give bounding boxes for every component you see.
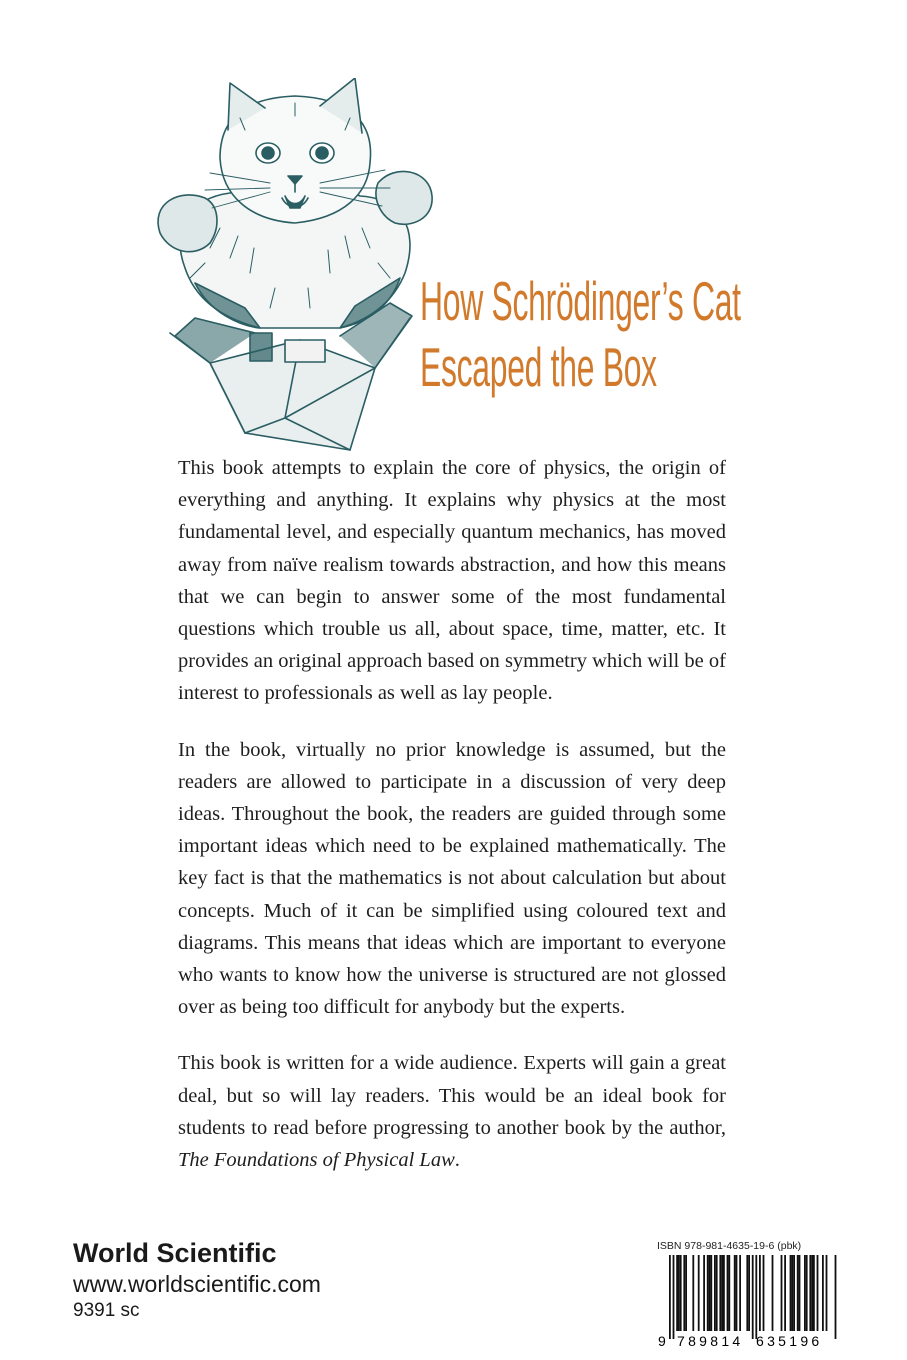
barcode-bar [736, 1255, 738, 1331]
blurb-paragraph-2: In the book, virtually no prior knowledge is assumed, but the readers are allowed to participate in a discussion of very deep ideas. Throughout the book, the readers are guided through some important ideas which need to be explained mathematically. The key fact is that the mathematics is not about calculation but about concepts. Much of it can be simplified using coloured text and diagrams. This means that ideas which are important to everyone who wants to know how the universe is structured are not glossed over as being too difficult for anybody but the experts. [178, 738, 726, 1019]
isbn-block [657, 1240, 837, 1350]
barcode-bar [752, 1255, 754, 1339]
barcode-digit-group-1: 789814 [677, 1333, 744, 1349]
barcode-bar [714, 1255, 716, 1331]
barcode-bar [734, 1255, 736, 1331]
barcode-bar [719, 1255, 721, 1331]
barcode-bar [806, 1255, 808, 1331]
blurb-paragraph-1: This book attempts to explain the core of physics, the origin of everything and anything. It explains why physics at the most fundamental level, and especially quantum mechanics, has moved away from naïve realism towards abstraction, and how this means that we can begin to answer some of the most fundamental questions which trouble us all, about space, time, matter, etc. It provides an original approach based on symmetry which will be of interest to professionals as well as lay people. [178, 457, 726, 705]
barcode-bar [739, 1255, 741, 1331]
barcode-bar [727, 1255, 729, 1331]
barcode-bar [746, 1255, 748, 1331]
blurb-paragraph-3-text: This book is written for a wide audience. Experts will gain a great deal, but so will lay readers. This would be an ideal book for students to read before progressing to another book by the author, [178, 1052, 726, 1139]
publisher-name: World Scientific [73, 1238, 277, 1268]
barcode-bar [813, 1255, 815, 1331]
barcode-bar [728, 1255, 730, 1331]
barcode-bar [673, 1255, 675, 1339]
isbn-barcode [657, 1255, 837, 1350]
title-line-2: Escaped the Box [420, 336, 657, 398]
barcode-bar [811, 1255, 813, 1331]
barcode-bar [822, 1255, 824, 1331]
publisher-code: 9391 sc [73, 1300, 140, 1321]
barcode-bar [723, 1255, 725, 1331]
barcode-bar [793, 1255, 795, 1331]
barcode-bar [676, 1255, 678, 1331]
barcode-digit-group-2: 635196 [756, 1333, 823, 1349]
barcode-bar [781, 1255, 783, 1331]
barcode-bar [799, 1255, 801, 1331]
barcode-bar [817, 1255, 819, 1331]
publisher-block [73, 1236, 321, 1324]
book-title [420, 268, 741, 400]
barcode-bar [683, 1255, 685, 1331]
barcode-bar [703, 1255, 705, 1331]
barcode-bar [721, 1255, 723, 1331]
title-line-1: How Schrödinger’s Cat [420, 270, 741, 332]
barcode-bar [669, 1255, 671, 1339]
barcode-bar [804, 1255, 806, 1331]
barcode-bar [790, 1255, 792, 1331]
barcode-bar [709, 1255, 711, 1331]
barcode-bar [763, 1255, 765, 1331]
barcode-bar [692, 1255, 694, 1331]
barcode-bar [784, 1255, 786, 1331]
barcode-bar [755, 1255, 757, 1339]
barcode-bar [716, 1255, 718, 1331]
blurb-paragraph-3-end: . [454, 1149, 460, 1172]
publisher-url: www.worldscientific.com [73, 1271, 321, 1297]
isbn-label: ISBN 978-981-4635-19-6 (pbk) [657, 1240, 802, 1252]
barcode-bar [748, 1255, 750, 1331]
blurb-paragraph-3 [178, 1047, 726, 1176]
barcode-bar [680, 1255, 682, 1331]
back-cover-blurb [178, 452, 726, 1200]
barcode-bar [678, 1255, 680, 1331]
barcode-bar [710, 1255, 712, 1331]
barcode-bar [835, 1255, 837, 1339]
barcode-bar [707, 1255, 709, 1331]
referenced-book-title: The Foundations of Physical Law [178, 1149, 455, 1172]
barcode-bar [826, 1255, 828, 1331]
barcode-first-digit: 9 [658, 1333, 666, 1349]
barcode-bar [698, 1255, 700, 1331]
barcode-bar [685, 1255, 687, 1331]
barcode-bar [797, 1255, 799, 1331]
barcode-bar [809, 1255, 811, 1331]
barcode-bar [791, 1255, 793, 1331]
barcode-bar [772, 1255, 774, 1331]
cat-in-box-illustration [150, 78, 440, 458]
barcode-bar [759, 1255, 761, 1331]
